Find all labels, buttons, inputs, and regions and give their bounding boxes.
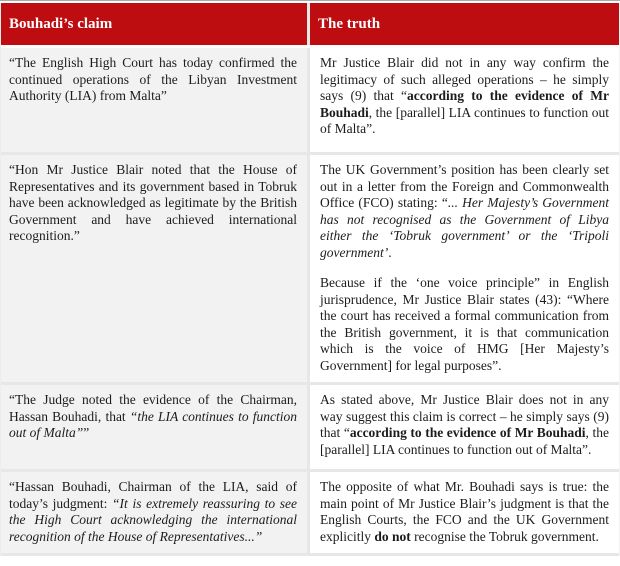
table-header (1, 3, 619, 48)
paragraph: “Hon Mr Justice Blair noted that the House of Representatives and its government based in Tobruk have been acknowledged as legitimate by the British Government and have achieved international recognition.” (9, 162, 297, 243)
paragraph: The UK Government’s position has been clearly set out in a letter from the Foreign and Commonwealth Office (FCO) stating: “... Her Majesty’s Government has not recognised as the Government of Libya either the ‘Tobruk government’ or the ‘Tripoli government’. (320, 162, 609, 260)
table-row (1, 472, 619, 556)
paragraph: “The Judge noted the evidence of the Chairman, Hassan Bouhadi, that “the LIA continues to function out of Malta”” (9, 392, 298, 440)
truth-cell (310, 48, 619, 152)
table-row (1, 48, 619, 155)
truth-cell (310, 385, 619, 469)
bottom-whitespace (0, 556, 620, 566)
claim-cell (1, 472, 310, 553)
paragraph: As stated above, Mr Justice Blair does not in any way suggest this claim is correct – he simply says (9) that “according to the evidence of Mr Bouhadi, the [parallel] LIA continues to function out of Malta”. (320, 392, 609, 457)
header-claim-column: Bouhadi’s claim (1, 3, 310, 45)
paragraph: The opposite of what Mr. Bouhadi says is true: the main point of Mr Justice Blair’s judgment is that the English Courts, the FCO and the UK Government explicitly do not recognise the Tobruk government. (320, 479, 609, 544)
top-divider (0, 0, 620, 1)
truth-cell (310, 155, 619, 382)
truth-cell (310, 472, 619, 553)
table-row (1, 385, 619, 472)
claim-cell (1, 385, 310, 469)
claim-cell (1, 48, 310, 152)
paragraph: Mr Justice Blair did not in any way confirm the legitimacy of such alleged operations – he simply says (9) that “according to the evidence of Mr Bouhadi, the [parallel] LIA continues to function out of Malta”. (320, 55, 609, 136)
fact-check-table (0, 3, 620, 556)
header-truth-column: The truth (310, 3, 619, 45)
claim-cell (1, 155, 310, 382)
paragraph: “Hassan Bouhadi, Chairman of the LIA, said of today’s judgment: “It is extremely reassuring to see the High Court acknowledging the international recognition of the House of Representatives...” (9, 479, 298, 544)
paragraph: “The English High Court has today confirmed the continued operations of the Libyan Investment Authority (LIA) from Malta” (9, 55, 297, 103)
paragraph: Because if the ‘one voice principle” in English jurisprudence, Mr Justice Blair states (43): “Where the court has received a formal communication from the British government, it is that communication which is the voice of HMG [Her Majesty’s Government] for legal purposes”. (320, 275, 609, 373)
table-row (1, 155, 619, 385)
